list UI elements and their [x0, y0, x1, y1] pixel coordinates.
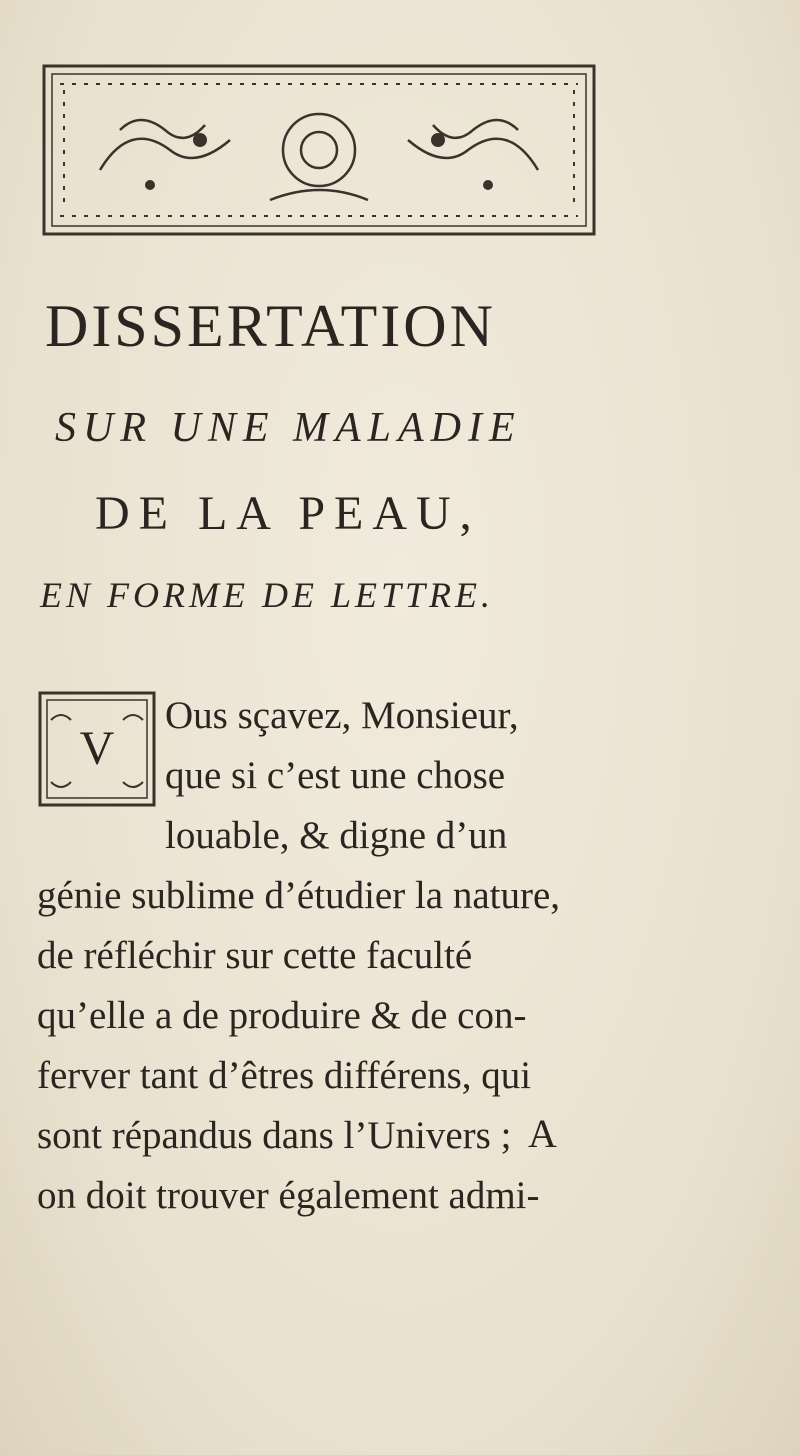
drop-cap-letter: V — [79, 722, 115, 775]
headpiece-ornament — [40, 60, 598, 240]
title-line-1: DISSERTATION — [45, 293, 496, 359]
text-line: génie sublime d’étudier la nature, — [37, 874, 561, 917]
title-line-2: SUR UNE MALADIE — [55, 405, 522, 451]
title-line-4: EN FORME DE LETTRE. — [40, 575, 494, 615]
text-line: que si c’est une chose — [165, 754, 506, 797]
text-line: de réfléchir sur cette faculté — [37, 934, 473, 977]
text-line: ferver tant d’êtres différens, qui — [37, 1054, 532, 1097]
title-line-3: DE LA PEAU, — [95, 487, 481, 540]
text-line: qu’elle a de produire & de con- — [37, 994, 527, 1037]
catchword: A — [528, 1111, 557, 1156]
text-line: sont répandus dans l’Univers ; — [37, 1114, 512, 1157]
text-line: Ous sçavez, Monsieur, — [165, 694, 519, 737]
text-line: louable, & digne d’un — [165, 814, 508, 857]
text-line: on doit trouver également admi- — [37, 1174, 540, 1217]
